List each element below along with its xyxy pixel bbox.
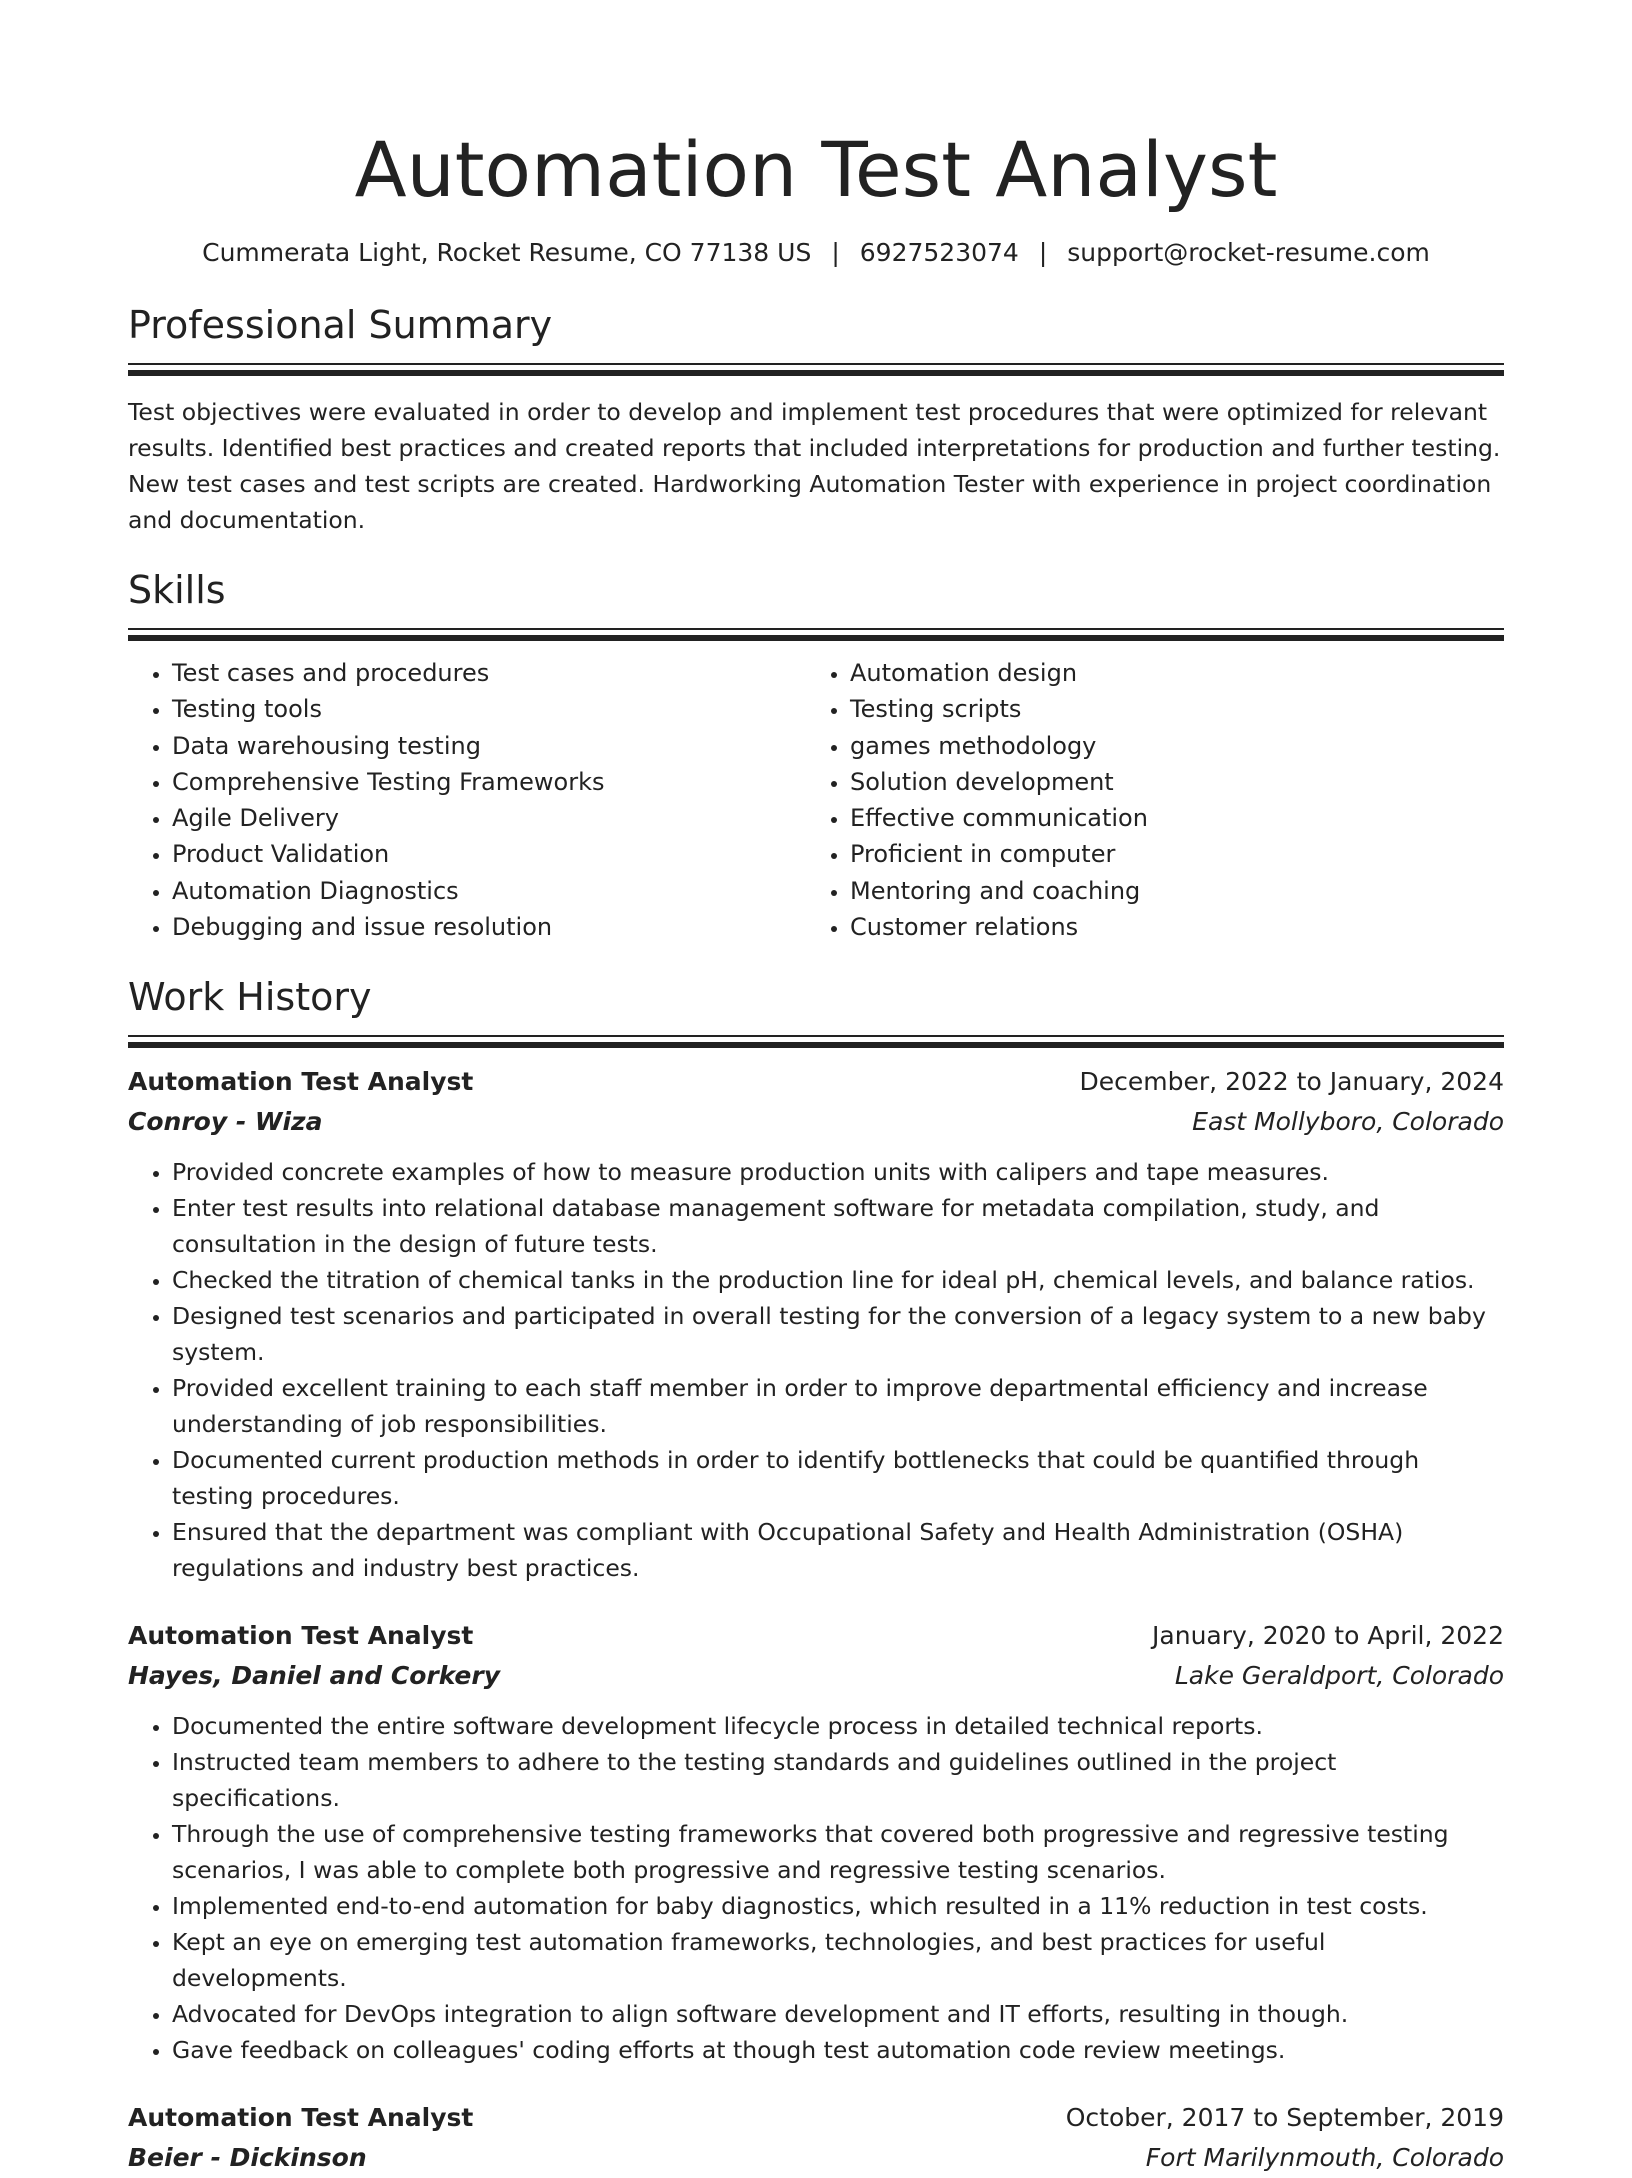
job-dates: October, 2017 to September, 2019: [1065, 2103, 1504, 2133]
skill-item: • Agile Delivery: [172, 800, 806, 836]
job-bullets: [128, 1708, 1504, 2068]
skill-item: • Customer relations: [850, 909, 1484, 945]
job-bullet: • Through the use of comprehensive testing frameworks that covered both progressive and regressive testing scenarios, I was able to complete both progressive and regressive testing scenarios.: [172, 1816, 1504, 1888]
contact-email: support@rocket-resume.com: [1067, 238, 1430, 267]
skills-heading: Skills: [128, 568, 226, 612]
job-dates: January, 2020 to April, 2022: [1152, 1621, 1504, 1651]
contact-address: Cummerata Light, Rocket Resume, CO 77138 US: [202, 238, 812, 267]
job-bullet: • Advocated for DevOps integration to align software development and IT efforts, resulting in though.: [172, 1996, 1504, 2032]
summary-heading: Professional Summary: [128, 303, 553, 347]
skill-item: • Automation design: [850, 655, 1484, 691]
skill-item: • Mentoring and coaching: [850, 873, 1484, 909]
job-dates: December, 2022 to January, 2024: [1079, 1067, 1504, 1097]
section-divider: [128, 628, 1504, 641]
skill-item: • Solution development: [850, 764, 1484, 800]
skill-item: • Debugging and issue resolution: [172, 909, 806, 945]
job-subheader: [128, 1102, 1504, 1142]
skill-item: • Proficient in computer: [850, 836, 1484, 872]
job-bullet: • Documented current production methods in order to identify bottlenecks that could be quantified through testing procedures.: [172, 1442, 1504, 1514]
job-bullet: • Gave feedback on colleagues' coding efforts at though test automation code review meetings.: [172, 2032, 1504, 2068]
job-title: Automation Test Analyst: [128, 2103, 474, 2133]
job-company: Conroy - Wiza: [128, 1107, 323, 1137]
skill-item: • games methodology: [850, 728, 1484, 764]
contact-line: [128, 236, 1504, 270]
summary-text: Test objectives were evaluated in order to develop and implement test procedures that were optimized for relevant results. Identified best practices and created reports that included interpretations for production and further testing. New test cases and test scripts are created. Hardworking Automation Tester with experience in project coordination and documentation.: [128, 398, 1501, 534]
skill-item: • Product Validation: [172, 836, 806, 872]
contact-separator: |: [1038, 238, 1048, 267]
job-bullet: • Instructed team members to adhere to the testing standards and guidelines outlined in the project specifications.: [172, 1744, 1504, 1816]
skill-item: • Test cases and procedures: [172, 655, 806, 691]
job-bullet: • Kept an eye on emerging test automation frameworks, technologies, and best practices for useful developments.: [172, 1924, 1504, 1996]
job-bullet: • Documented the entire software development lifecycle process in detailed technical reports.: [172, 1708, 1504, 1744]
job-header: [128, 1616, 1504, 1656]
skills-list-right: [806, 655, 1484, 945]
job-title: Automation Test Analyst: [128, 1621, 474, 1651]
candidate-name: Automation Test Analyst: [354, 125, 1278, 214]
summary-section: [128, 301, 1504, 538]
skill-item: • Comprehensive Testing Frameworks: [172, 764, 806, 800]
skill-item: • Testing scripts: [850, 691, 1484, 727]
skills-list-left: [128, 655, 806, 945]
job-bullet: • Provided excellent training to each staff member in order to improve departmental efficiency and increase understanding of job responsibilities.: [172, 1370, 1504, 1442]
job-company: Hayes, Daniel and Corkery: [128, 1661, 501, 1691]
section-divider: [128, 363, 1504, 376]
skills-section: [128, 566, 1504, 945]
job-bullet: • Provided concrete examples of how to measure production units with calipers and tape measures.: [172, 1154, 1504, 1190]
skill-item: • Automation Diagnostics: [172, 873, 806, 909]
work-history-section: [128, 973, 1504, 2178]
job-bullet: • Implemented end-to-end automation for baby diagnostics, which resulted in a 11% reduction in test costs.: [172, 1888, 1504, 1924]
job-subheader: [128, 1656, 1504, 1696]
job-entry: [128, 1616, 1504, 2068]
skill-item: • Testing tools: [172, 691, 806, 727]
job-bullet: • Checked the titration of chemical tanks in the production line for ideal pH, chemical levels, and balance ratios.: [172, 1262, 1504, 1298]
skill-item: • Effective communication: [850, 800, 1484, 836]
contact-phone: 6927523074: [859, 238, 1019, 267]
job-bullets: [128, 1154, 1504, 1586]
job-company: Beier - Dickinson: [128, 2143, 367, 2173]
job-bullet: • Designed test scenarios and participated in overall testing for the conversion of a legacy system to a new baby system.: [172, 1298, 1504, 1370]
job-location: Fort Marilynmouth, Colorado: [1145, 2143, 1504, 2173]
job-entry: [128, 1062, 1504, 1586]
resume-page: [128, 0, 1504, 2178]
job-bullet: • Ensured that the department was compliant with Occupational Safety and Health Administration (OSHA) regulations and industry best practices.: [172, 1514, 1504, 1586]
skills-columns: [128, 655, 1504, 945]
work-history-heading: Work History: [128, 975, 372, 1020]
skill-item: • Data warehousing testing: [172, 728, 806, 764]
job-title: Automation Test Analyst: [128, 1067, 474, 1097]
job-bullet: • Enter test results into relational database management software for metadata compilation, study, and consultation in the design of future tests.: [172, 1190, 1504, 1262]
job-header: [128, 2098, 1504, 2138]
job-location: Lake Geraldport, Colorado: [1174, 1661, 1504, 1691]
contact-separator: |: [831, 238, 840, 267]
job-location: East Mollyboro, Colorado: [1192, 1107, 1504, 1137]
section-divider: [128, 1035, 1504, 1048]
job-subheader: [128, 2138, 1504, 2178]
job-entry: [128, 2098, 1504, 2178]
job-header: [128, 1062, 1504, 1102]
